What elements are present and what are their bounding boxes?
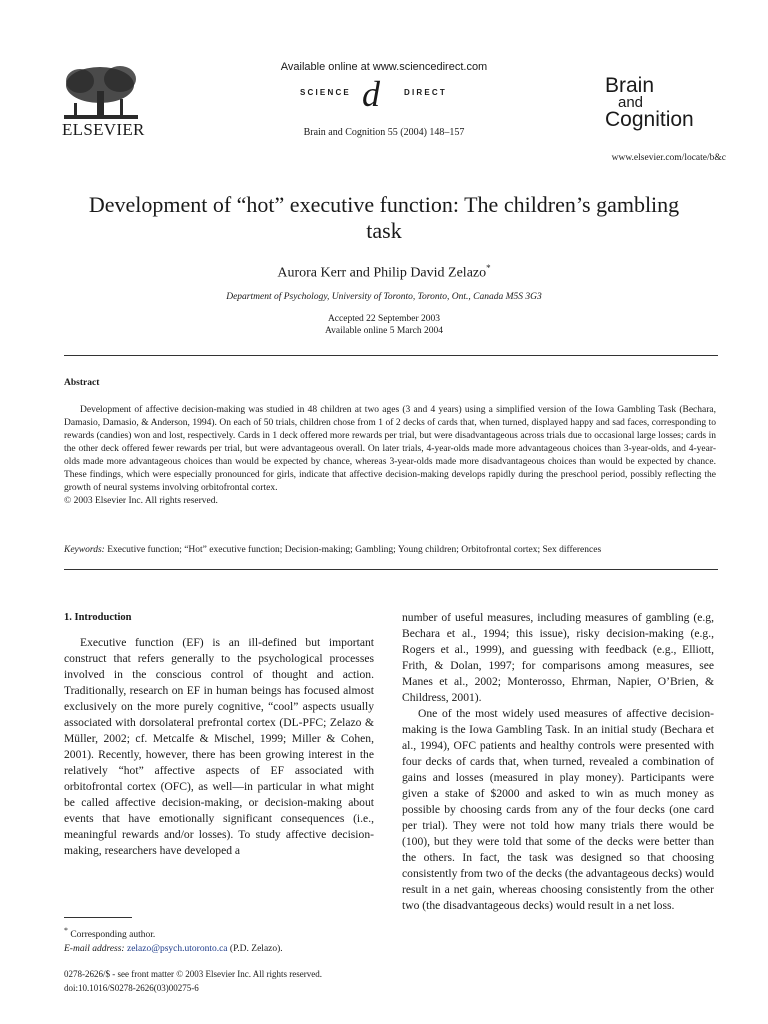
journal-logo-line1: Brain <box>605 74 655 97</box>
footnote-email-label: E-mail address: <box>64 944 125 955</box>
journal-url[interactable]: www.elsevier.com/locate/b&c <box>611 153 726 163</box>
available-online-text[interactable]: Available online at www.sciencedirect.com <box>280 61 488 73</box>
page-footer <box>64 967 322 995</box>
right-column <box>402 610 714 914</box>
right-column-paragraph-2: One of the most widely used measures of affective decision-making is the Iowa Gambling Task. In an initial study (Bechara et al., 1994), OFC patients and healthy controls were presented with four decks of cards that, when turned, revealed a combination of gains and losses (measured in play money). Participants were given a stake of $2000 and asked to win as much money as possible by choosing cards from any of the four decks (one card per trial). They were not told how many trials there would be (100), but they were told that some of the decks were better than the others. In fact, the task was designed so that choosing consistently from two of the decks (the advantageous decks) would result in a net gain, whereas choosing consistently from the other two (the disadvantageous decks) would result in a net loss. <box>402 707 714 912</box>
author-affiliation: Department of Psychology, University of Toronto, Toronto, Ont., Canada M5S 3G3 <box>226 292 542 302</box>
footnote <box>64 924 283 956</box>
sciencedirect-logo <box>300 74 470 114</box>
keywords-label: Keywords: <box>64 545 105 555</box>
abstract-body <box>64 404 716 508</box>
abstract-text: Development of affective decision-making was studied in 48 children at two ages (3 and 4 years) using a simplified version of the Iowa Gambling Task (Bechara, Damasio, Damasio, & Anderson, 1994). On each of 50 trials, children chose from 1 of 2 decks of cards that, when turned, displayed happy and sad faces, corresponding to rewards (candies) won and lost, respectively. Cards in 1 deck offered more rewards per trial, but were disadvantageous across trials due to occasional large losses; cards in the other deck offered fewer rewards per trial, but were advantageous overall. On later trials, 4-year-olds made more advantageous choices than 3-year-olds, and 4-year-olds made more advantageous choices than would be expected by chance, whereas 3-year-olds made more disadvantageous choices than would be expected by chance. These findings, which were especially pronounced for girls, indicate that affective decision-making develops rapidly during the preschool period, possibly reflecting the growth of neural systems involving orbitofrontal cortex. <box>64 405 716 493</box>
keywords <box>64 545 724 555</box>
section-heading: 1. Introduction <box>64 612 132 623</box>
footnote-divider <box>64 917 132 918</box>
keywords-list: Executive function; “Hot” executive function; Decision-making; Gambling; Young children; Orbitofrontal cortex; Sex differences <box>107 545 602 555</box>
available-online-date: Available online 5 March 2004 <box>324 326 443 336</box>
article-dates <box>0 313 768 337</box>
footnote-email-link[interactable]: zelazo@psych.utoronto.ca <box>126 944 228 955</box>
article-title: Development of “hot” executive function: The children’s gambling task <box>88 192 680 243</box>
footnote-email-suffix: (P.D. Zelazo). <box>229 944 283 955</box>
abstract-divider-top <box>64 355 718 356</box>
author-footnote-mark[interactable]: * <box>486 263 491 273</box>
right-column-paragraph-1: number of useful measures, including measures of gambling (e.g, Bechara et al., 1994; this issue), risky decision-making (e.g., Rogers et al., 1999), and guessing with feedback (e.g., Elliott, Frith, & Dolan, 1997; for comparisons among measures, see Manes et al., 2002; Monterosso, Ehrman, Napier, O’Brien, & Childress, 2001). <box>402 611 714 704</box>
journal-logo <box>605 76 694 130</box>
abstract-heading: Abstract <box>64 378 100 388</box>
authors-text: Aurora Kerr and Philip David Zelazo <box>277 265 487 281</box>
footnote-mark: * <box>64 926 68 935</box>
article-authors <box>0 263 768 282</box>
footnote-corresponding <box>64 924 283 942</box>
left-column-paragraph: Executive function (EF) is an ill-defined but important construct that refers generally to the psychological processes involved in the conscious control of thought and action. Traditionally, research on EF in human beings has focused almost exclusively on the more purely cognitive, “cool” aspects usually associated with dorsolateral prefrontal cortex (DL-PFC; Zelazo & Müller, 2002; cf. Metcalfe & Mischel, 1999; Miller & Cohen, 2001). Recently, however, there has been growing interest in the relatively “hot” affective aspects of EF associated with orbitofrontal cortex (OFC), as well—in particular in what might be called affective decision-making, or decision-making about events that have emotionally significant consequences (i.e., meaningful rewards and/or losses). To study affective decision-making, researchers have developed a <box>64 636 374 857</box>
journal-logo-line2: and <box>618 94 644 111</box>
footnote-corresponding-text: Corresponding author. <box>70 930 156 941</box>
footer-doi[interactable]: doi:10.1016/S0278-2626(03)00275-6 <box>64 983 199 993</box>
abstract-divider-bottom <box>64 569 718 570</box>
accepted-date: Accepted 22 September 2003 <box>327 314 441 324</box>
footnote-email-line <box>64 942 283 956</box>
footer-issn: 0278-2626/$ - see front matter © 2003 Elsevier Inc. All rights reserved. <box>64 969 323 979</box>
sciencedirect-logo-right: DIRECT <box>404 88 447 97</box>
abstract-copyright: © 2003 Elsevier Inc. All rights reserved. <box>64 496 218 506</box>
journal-citation: Brain and Cognition 55 (2004) 148–157 <box>303 127 465 138</box>
publisher-name: ELSEVIER <box>62 120 145 139</box>
sciencedirect-logo-left: SCIENCE <box>300 88 351 97</box>
sciencedirect-at-icon: d <box>362 74 380 114</box>
journal-logo-line3: Cognition <box>605 108 694 131</box>
